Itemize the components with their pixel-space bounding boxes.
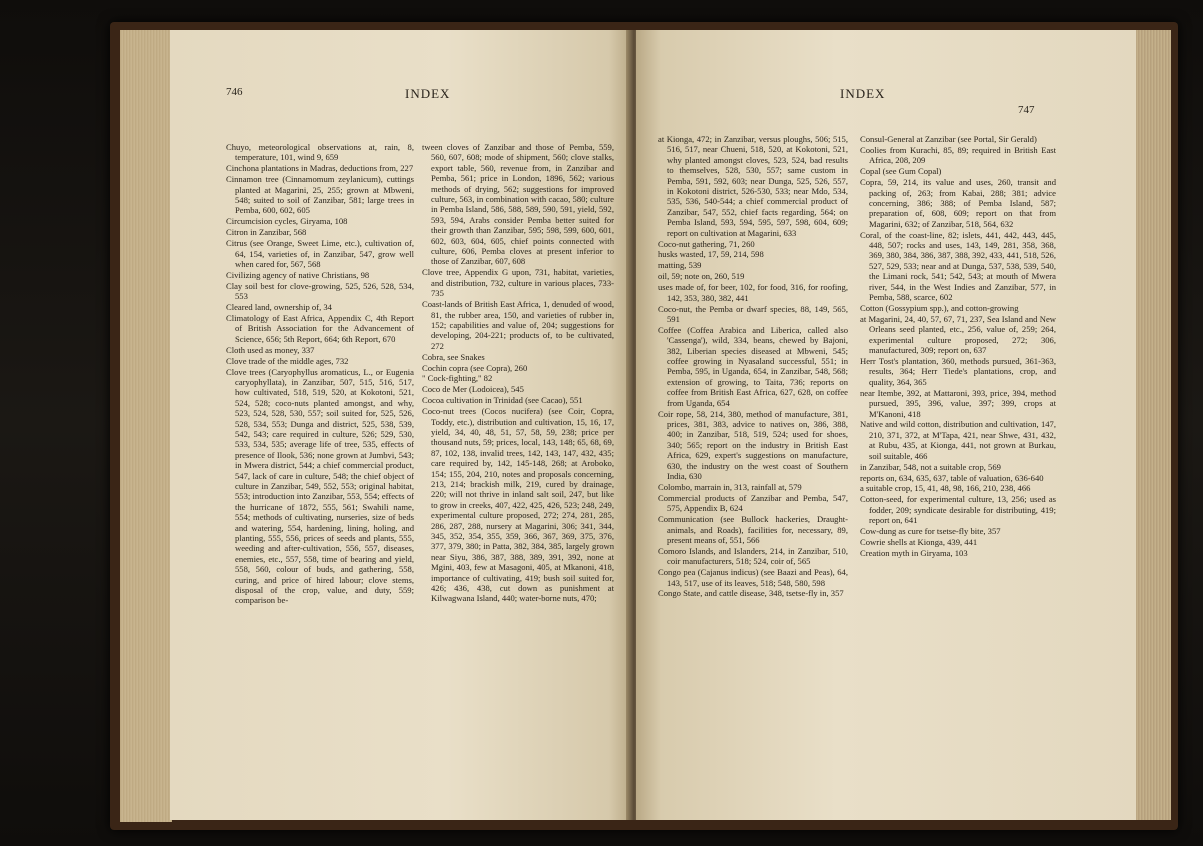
index-entry: Clove trees (Caryophyllus aromaticus, L., or Eugenia caryophyllata), in Zanzibar, 507, 515, 516, 517, how cultivated, 518, 519, 520, at Kokotoni, 521, 524, 528; coco-nuts planted amongst, and why, 523, 524, 528, 530, 557; soil suited for, 525, 526, 528, 534, 553; Dunga and district, 525, 538, 539, 542, 543; care required in culture, 526; 529, 530, 533, 534, 535; average life of tree, 535, effects of presence of Ilook, 536; none grown at Jumbvi, 543; in Mwera district, 544; a chief commercial product, 547, lack of care in culture, 548; the chief object of culture in Zanzibar, 549, 552, 553; original habitat, 553; introduction into Zanzibar, 553, 554; effects of the hurricane of 1872, 555, 561; Swahili name, 554; methods of cultivating, nurseries, size of beds and watering, 554, hardening, lining, holing, and planting, 555, 556, prices of seeds and plants, 555, weeding and after-cultivation, 556, 557, diseases, enemies, etc., 557, 558, time of bearing and yield, 558, 560, colour of buds, and gathering, 558, curing, and price of hired labour; clove stems, disposal of the crop, value, and duty, 559; comparison be-	[226, 366, 414, 606]
page-edges-left	[120, 30, 172, 822]
index-entry: Copal (see Gum Copal)	[860, 166, 942, 177]
index-entry: Colombo, marrain in, 313, rainfall at, 579	[658, 481, 802, 492]
index-entry: in Zanzibar, 548, not a suitable crop, 569	[860, 461, 1001, 472]
right-page	[636, 30, 1136, 820]
index-entry: Cochin copra (see Copra), 260	[422, 362, 528, 373]
left-column-1	[226, 142, 414, 606]
index-entry: near Itembe, 392, at Mattaroni, 393, price, 394, method pursued, 395, 396, value, 397; 399, crops at M'Kanoni, 418	[860, 387, 1056, 419]
index-entry: Coir rope, 58, 214, 380, method of manufacture, 381, prices, 381, 383, advice to natives on, 386, 388, 400; in Zanzibar, 518, 519, 524; used for shoes, 340; 565; report on the industry in British East Africa, 629, expert's suggestions on manufacture, 630, the industry on the west coast of Southern India, 630	[658, 408, 848, 481]
index-entry: Comoro Islands, and Islanders, 214, in Zanzibar, 510, coir manufacturers, 518; 524, coir of, 565	[658, 545, 848, 567]
index-entry: Cinnamon tree (Cinnamomum zeylanicum), cuttings planted at Magarini, 25, 255; grown at Mbweni, 548; suited to soil of Zanzibar, 581; large trees in Pemba, 600, 602, 605	[226, 174, 414, 216]
index-entry: Civilizing agency of native Christians, 98	[226, 269, 370, 280]
left-page	[170, 30, 632, 820]
index-entry: Cloth used as money, 337	[226, 344, 315, 355]
left-running-head: INDEX	[405, 86, 451, 101]
index-entry: Cotton (Gossypium spp.), and cotton-growing	[860, 303, 1019, 313]
right-column-1	[658, 134, 848, 599]
index-entry: Citrus (see Orange, Sweet Lime, etc.), cultivation of, 64, 154, varieties of, in Zanzibar, 547, grow well when cared for, 567, 568	[226, 238, 414, 269]
index-entry: Clay soil best for clove-growing, 525, 526, 528, 534, 553	[226, 280, 414, 302]
index-entry: Copra, 59, 214, its value and uses, 260, transit and packing of, 263; from Kabai, 288; 381; advice concerning, 386; 388; of Pemba Island, 587; preparation of, 608, 609; report on that from Magarini, 632; of Zanzibar, 518, 564, 632	[860, 177, 1056, 229]
index-entry: Coco-nut trees (Cocos nucifera) (see Coir, Copra, Toddy, etc.), distribution and cultivation, 15, 16, 17, yield, 34, 40, 48, 51, 57, 58, 59, 238; price per thousand nuts, 59; prices, local, 143, 148; 65, 68, 69, 87, 102, 138, invalid trees, 142, 143, 147, 432, 435; care required by, 142, 145-148, 268; at Aroboko, 154; 155, 204, 210, notes and proposals concerning, 213, 214; brackish milk, 219, cured by drainage, 220; will not thrive in inland salt soil, 247, but like to grow in creeks, 407, 422, 425, 426, 523; 248, 249, experimental culture proposed, 272; 274, 281, 285, 286, 287, 288, nursery at Magarini, 306; 341, 344, 345, 352, 354, 355, 359, 366, 367, 369, 375, 376, 377, 379, 380; in Patta, 382, 384, 385, largely grown near Siyu, 386, 387, 388, 389, 391, 392, none at Mgini, 403, few at Masagoni, 405, at Mkanoni, 418, importance of cultivating, 419; bush soil suited for, 426; 436, 438, cut down as punishment at Kilwagwana Island, 440; water-borne nuts, 470;	[422, 406, 614, 604]
left-page-number: 746	[226, 86, 243, 98]
index-entry: Creation myth in Giryama, 103	[860, 547, 968, 558]
index-entry: Circumcision cycles, Giryama, 108	[226, 216, 348, 227]
index-entry: Clove tree, Appendix G upon, 731, habitat, varieties, and distribution, 732, culture in various places, 733-735	[422, 267, 614, 299]
index-entry: at Magarini, 24, 40, 57, 67, 71, 237, Sea Island and New Orleans seed planted, etc., 256, value of, 259; 264, experimental culture proposed, 272; 306, manufactured, 309; report on, 637	[860, 313, 1056, 356]
index-entry: Commercial products of Zanzibar and Pemba, 547, 575, Appendix B, 624	[658, 492, 848, 514]
index-entry: uses made of, for beer, 102, for food, 316, for roofing, 142, 353, 380, 382, 441	[658, 282, 848, 303]
right-running-head: INDEX	[840, 86, 886, 101]
index-entry: Cinchona plantations in Madras, deductions from, 227	[226, 163, 414, 174]
index-entry: Citron in Zanzibar, 568	[226, 227, 307, 238]
index-entry: Coolies from Kurachi, 85, 89; required in British East Africa, 208, 209	[860, 144, 1056, 166]
page-edges-right	[1135, 30, 1171, 820]
index-entry: Congo pea (Cajanus indicus) (see Baazi and Peas), 64, 143, 517, use of its leaves, 518; 548, 580, 598	[658, 567, 848, 588]
index-entry: reports on, 634, 635, 637, table of valuation, 636-640	[860, 472, 1044, 483]
index-entry: Cow-dung as cure for tsetse-fly bite, 357	[860, 526, 1001, 537]
index-entry: Coco-nut, the Pemba or dwarf species, 88, 149, 565, 591	[658, 303, 848, 324]
index-entry: Cleared land, ownership of, 34	[226, 302, 332, 313]
left-column-2	[422, 142, 614, 604]
right-page-number: 747	[1018, 104, 1035, 116]
index-entry: matting, 539	[658, 260, 702, 271]
index-entry: a suitable crop, 15, 41, 48, 98, 166, 210, 238, 466	[860, 483, 1031, 494]
index-entry: Cobra, see Snakes	[422, 351, 485, 362]
index-entry: Coral, of the coast-line, 82; islets, 441, 442, 443, 445, 448, 507; rocks and uses, 143, 149, 281, 358, 368, 369, 380, 384, 386, 387, 388, 392, 433, 441, 518, 526, 527, 529, 533; near and at Dunga, 537, 538, 539, 540, the Limani rock, 541; 542, 543; at mouth of Mwera river, 544, in the West Indies and Zanzibar, 577, in Pemba, 588, scarce, 602	[860, 229, 1056, 303]
index-entry: Communication (see Bullock hackeries, Draught-animals, and Roads), facilities for, necessary, 89, present means of, 551, 566	[658, 514, 848, 545]
index-entry: Congo State, and cattle disease, 348, tsetse-fly in, 357	[658, 588, 844, 599]
index-entry: Coffee (Coffea Arabica and Liberica, called also 'Cassenga'), wild, 334, beans, chewed by Bajoni, 382, Liberian species diseased at Mbweni, 545; coffee growing in Nyasaland successful, 551; in Pemba, 595, in Uganda, 654, in Zanzibar, 548, 568; extension of growing, to Taita, 736; reports on coffee from British East Africa, 627, 628, on coffee from Uganda, 654	[658, 324, 848, 408]
index-entry: Cowrie shells at Kionga, 439, 441	[860, 536, 978, 547]
index-entry: husks wasted, 17, 59, 214, 598	[658, 249, 764, 260]
index-entry: Herr Tost's plantation, 360, methods pursued, 361-363, results, 364; Herr Tiede's plantations, crop, and quality, 364, 365	[860, 356, 1056, 387]
index-entry: Coco de Mer (Lodoicea), 545	[422, 384, 524, 395]
index-entry: Cocoa cultivation in Trinidad (see Cacao), 551	[422, 395, 583, 406]
index-entry: tween cloves of Zanzibar and those of Pemba, 559, 560, 607, 608; mode of shipment, 560; clove stalks, export table, 560, revenue from, in Zanzibar and Pemba, 561; price in London, 1896, 562; various methods of drying, 562; suggestions for improved culture, 563, in combination with cacao, 580; culture in Pemba Island, 586, 588, 589, 590, 591, yield, 592, 593, 594, Arabs consider Pemba better suited for their growth than Zanzibar, 595; 598, 599, 600, 601, 602, 603, 604, 605, chief points connected with culture, 606, Pemba cloves at present inferior to those of Zanzibar, 607, 608	[422, 142, 614, 267]
index-entry: Consul-General at Zanzibar (see Portal, Sir Gerald)	[860, 134, 1037, 144]
index-entry: Cotton-seed, for experimental culture, 13, 256; used as fodder, 209; syndicate desirable for distributing, 419; report on, 641	[860, 494, 1056, 526]
index-entry: Climatology of East Africa, Appendix C, 4th Report of British Association for the Advancement of Science, 656; 5th Report, 664; 6th Report, 670	[226, 313, 414, 344]
right-column-2	[860, 134, 1056, 559]
index-entry: Chuyo, meteorological observations at, rain, 8, temperature, 101, wind 9, 659	[226, 142, 414, 163]
index-entry: Clove trade of the middle ages, 732	[226, 355, 349, 366]
index-entry: Coco-nut gathering, 71, 260	[658, 238, 755, 249]
index-entry: Coast-lands of British East Africa, 1, denuded of wood, 81, the rubber area, 150, and varieties of rubber in, 152; capabilities and value of, 204; suggestions for developing, 204-221; products of, to be cultivated, 272	[422, 299, 614, 351]
index-entry: oil, 59; note on, 260, 519	[658, 271, 745, 282]
index-entry: at Kionga, 472; in Zanzibar, versus ploughs, 506; 515, 516, 517, near Chueni, 518, 520, at Kokotoni, 521, why planted amongst cloves, 523, 524, bad results to themselves, 528, 530, 557; same custom in Pemba, 591, 592, 603; near Dunga, 525, 526, 557, in Kokotoni district, 526-530, 533; near Mdo, 534, 535, 536, 540-544; a chief commercial product of Zanzibar, 547, 552, chief facts regarding, 564; on Pemba Island, 593, 594, 595, 597, 598, 604, 609; report on cultivation at Magarini, 633	[658, 134, 848, 238]
index-entry: Native and wild cotton, distribution and cultivation, 147, 210, 371, 372, at M'Tapa, 421, near Shwe, 431, 432, at Rubu, 435, at Kionga, 441, not grown at Burkau, soil suitable, 466	[860, 419, 1056, 461]
index-entry: " Cock-fighting," 82	[422, 373, 493, 384]
